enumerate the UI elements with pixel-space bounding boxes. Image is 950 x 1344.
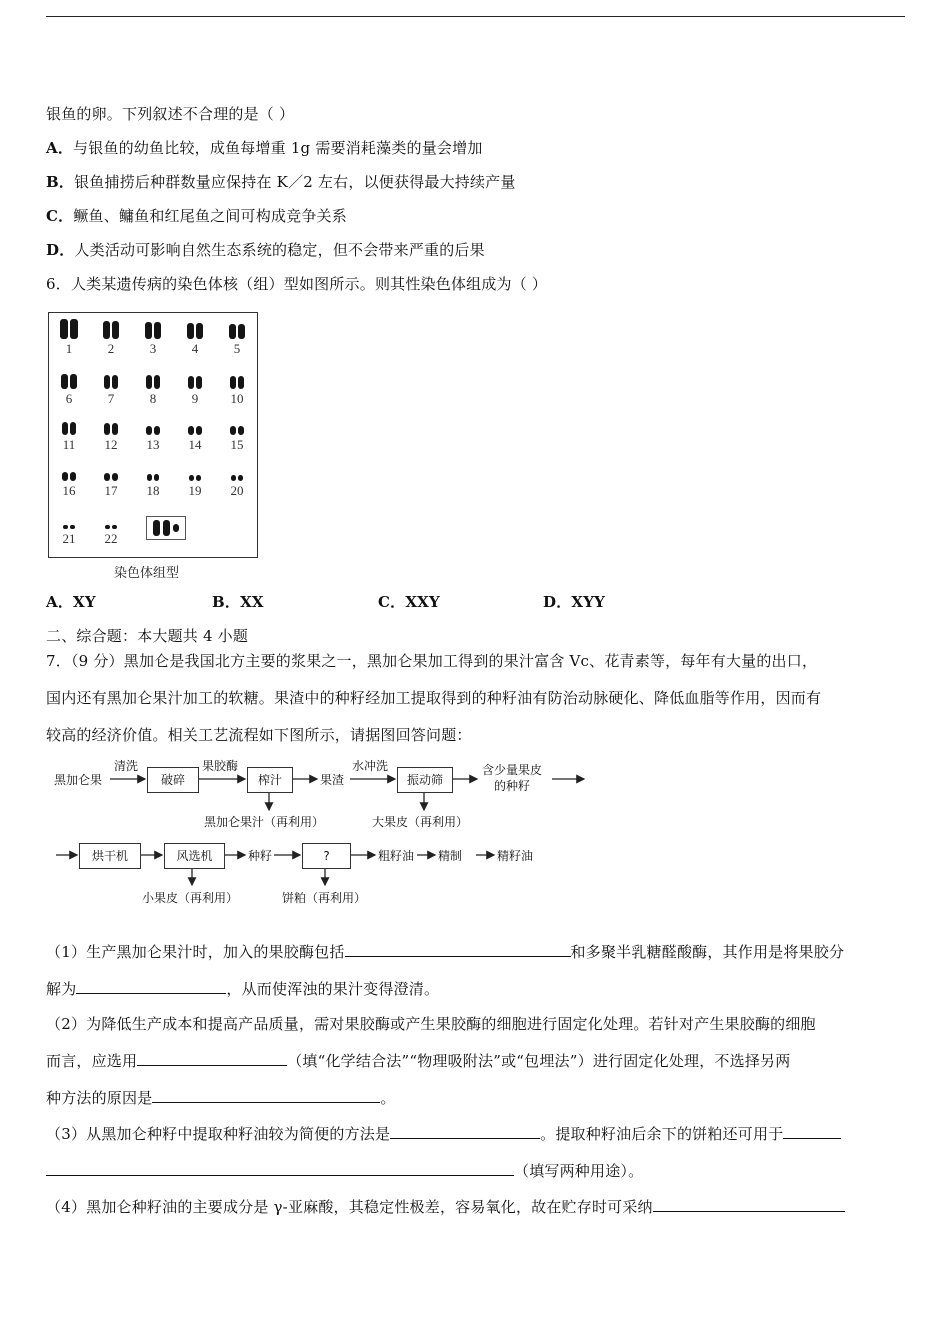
q7-stem-line-2: 国内还有黑加仑果汁加工的软糖。果渣中的种籽经加工提取得到的种籽油有防治动脉硬化、降低血脂等作用，因而有 [46, 689, 822, 707]
flow-pectinase: 果胶酶 [202, 759, 239, 773]
chromosome-pair [51, 413, 87, 453]
q6-option-b[interactable] [212, 591, 264, 612]
q7-part-2-text-d: 种方法的原因是 [46, 1089, 153, 1107]
flow-crude-oil: 粗籽油 [378, 849, 415, 863]
option-label: A． [46, 593, 74, 611]
flow-squeeze-box: 榨汁 [247, 767, 293, 793]
chromosome-shapes [135, 413, 171, 435]
flow-pomace: 果渣 [320, 773, 345, 787]
flow-refine: 精制 [438, 849, 463, 863]
option-text: XX [240, 593, 264, 611]
option-label: C． [378, 593, 406, 611]
q5-option-b[interactable] [46, 171, 516, 192]
flow-seeds: 种籽 [248, 849, 273, 863]
flow-seeds-skin-1: 含少量果皮 [482, 763, 543, 777]
answer-blank-6b[interactable] [46, 1161, 514, 1176]
q7-part-1-line-2 [46, 978, 439, 999]
sex-chromosome-box [146, 516, 186, 540]
q7-part-2-text-b: 而言，应选用 [46, 1052, 138, 1070]
chromosome-shapes [51, 413, 87, 435]
chromosome-pair [135, 317, 171, 357]
q7-part-1-text-a: （1）生产黑加仑果汁时，加入的果胶酶包括 [46, 943, 345, 961]
chromosome-number: 7 [107, 391, 115, 406]
option-label: D． [46, 241, 75, 259]
chromosome-number: 11 [62, 437, 76, 452]
section-title: 二、综合题：本大题共 4 小题 [46, 627, 249, 645]
q6-option-a[interactable] [46, 591, 96, 612]
karyotype-figure [48, 312, 258, 558]
option-text: 鳜鱼、鳙鱼和红尾鱼之间可构成竞争关系 [73, 207, 347, 225]
chromosome-number: 5 [233, 341, 241, 356]
q7-part-2-line-1: （2）为降低生产成本和提高产品质量，需对果胶酶或产生果胶酶的细胞进行固定化处理。若针对产生果胶酶的细胞 [46, 1015, 816, 1033]
option-text: XY [73, 593, 96, 611]
chromosome-pair [93, 367, 129, 407]
chromosome-pair [93, 459, 129, 499]
chromosome-number: 6 [65, 391, 73, 406]
chromosome-number: 22 [104, 531, 118, 546]
chromosome-number: 19 [188, 483, 202, 498]
q7-part-3-text-c: （填写两种用途）。 [514, 1162, 644, 1180]
chromosome-shapes [177, 413, 213, 435]
answer-blank-3[interactable] [137, 1051, 287, 1066]
q6-option-d[interactable] [543, 591, 605, 612]
chromosome-pair [135, 413, 171, 453]
q7-part-3-line-1 [46, 1123, 841, 1144]
chromosome-number: 16 [62, 483, 76, 498]
answer-blank-1[interactable] [345, 942, 571, 957]
answer-blank-6a[interactable] [783, 1124, 841, 1139]
chromosome-shapes [177, 459, 213, 481]
chromosome-pair [177, 413, 213, 453]
chromosome-shapes [219, 317, 255, 339]
option-text: 与银鱼的幼鱼比较，成鱼每增重 1g 需要消耗藻类的量会增加 [73, 139, 483, 157]
chromosome-number: 9 [191, 391, 199, 406]
q5-stem: 银鱼的卵。下列叙述不合理的是（ ） [46, 105, 295, 123]
chromosome-shapes [219, 413, 255, 435]
answer-blank-2[interactable] [76, 979, 226, 994]
chromosome-pair [177, 459, 213, 499]
chromosome-number: 2 [107, 341, 115, 356]
q5-option-c[interactable] [46, 205, 347, 226]
chromosome-shapes [51, 507, 87, 529]
flow-small-skin-reuse: 小果皮（再利用） [142, 891, 239, 905]
chromosome-pair [135, 459, 171, 499]
process-flow-diagram [52, 755, 612, 915]
chromosome-shapes [51, 317, 87, 339]
flow-refined-oil: 精籽油 [497, 849, 534, 863]
q7-part-1-text-b: 和多聚半乳糖醛酸酶，其作用是将果胶分 [570, 943, 845, 961]
answer-blank-7[interactable] [653, 1197, 845, 1212]
option-label: B． [46, 173, 75, 191]
option-text: 银鱼捕捞后种群数量应保持在 K／2 左右，以便获得最大持续产量 [74, 173, 516, 191]
chromosome-number: 17 [104, 483, 118, 498]
chromosome-shapes [177, 367, 213, 389]
chromosome-pair [219, 459, 255, 499]
q7-part-2-text-c: （填“化学结合法”“物理吸附法”或“包埋法”）进行固定化处理，不选择另两 [287, 1052, 791, 1070]
answer-blank-4[interactable] [152, 1088, 380, 1103]
chromosome-number: 8 [149, 391, 157, 406]
flow-sieve-box: 振动筛 [397, 767, 453, 793]
option-label: C． [46, 207, 74, 225]
option-label: D． [543, 593, 572, 611]
q7-part-3-text-a: （3）从黑加仑种籽中提取种籽油较为简便的方法是 [46, 1125, 391, 1143]
chromosome-pair [219, 367, 255, 407]
chromosome-number: 10 [230, 391, 244, 406]
option-text: XXY [405, 593, 440, 611]
chromosome-number: 1 [65, 341, 73, 356]
chromosome-shapes [219, 367, 255, 389]
chromosome-pair [51, 367, 87, 407]
option-label: A． [46, 139, 74, 157]
q7-part-4-line-1 [46, 1196, 845, 1217]
q6-stem: 6．人类某遗传病的染色体核（组）型如图所示。则其性染色体组成为（ ） [46, 275, 548, 293]
q7-part-1-text-d: ，从而使浑浊的果汁变得澄清。 [226, 980, 440, 998]
chromosome-shapes [177, 317, 213, 339]
q7-part-1-line-1 [46, 941, 844, 962]
q7-part-1-text-c: 解为 [46, 980, 77, 998]
chromosome-pair [51, 459, 87, 499]
flow-dryer-box: 烘干机 [79, 843, 141, 869]
chromosome-number: 18 [146, 483, 160, 498]
chromosome-number: 15 [230, 437, 244, 452]
chromosome-shapes [219, 459, 255, 481]
q7-part-3-line-2 [46, 1160, 643, 1181]
q7-stem-line-3: 较高的经济价值。相关工艺流程如下图所示，请据图回答问题： [46, 726, 472, 744]
chromosome-pair [219, 413, 255, 453]
chromosome-number: 20 [230, 483, 244, 498]
q7-stem-line-1: 7．（9 分）黑加仑是我国北方主要的浆果之一，黑加仑果加工得到的果汁富含 Vc、花青素等，每年有大量的出口， [46, 652, 818, 670]
chromosome-shapes [93, 413, 129, 435]
answer-blank-5[interactable] [390, 1124, 540, 1139]
flow-cake-reuse: 饼粕（再利用） [282, 891, 367, 905]
chromosome-pair [177, 317, 213, 357]
header-rule [46, 16, 905, 17]
chromosome-number: 14 [188, 437, 202, 452]
chromosome-pair [135, 367, 171, 407]
flow-crush-box: 破碎 [147, 767, 199, 793]
chromosome-number: 4 [191, 341, 199, 356]
chromosome-shapes [135, 459, 171, 481]
chromosome-pair [93, 507, 129, 547]
flow-seeds-skin-2: 的种籽 [494, 779, 531, 793]
q7-part-4-text-a: （4）黑加仑种籽油的主要成分是 γ-亚麻酸，其稳定性极差，容易氧化，故在贮存时可采纳 [46, 1198, 653, 1216]
chromosome-pair [93, 317, 129, 357]
chromosome-pair [51, 317, 87, 357]
q7-part-2-text-e: 。 [380, 1089, 396, 1107]
q6-option-c[interactable] [378, 591, 440, 612]
q7-part-2-line-3 [46, 1087, 396, 1108]
flow-winnower-box: 风选机 [164, 843, 225, 869]
q7-part-2-line-2 [46, 1050, 790, 1071]
flow-unknown-box: ? [302, 843, 351, 869]
chromosome-shapes [135, 317, 171, 339]
q5-option-a[interactable] [46, 137, 483, 158]
chromosome-pair [93, 413, 129, 453]
flow-water-wash: 水冲洗 [352, 759, 389, 773]
chromosome-shapes [93, 317, 129, 339]
chromosome-pair [177, 367, 213, 407]
chromosome-shapes [93, 507, 129, 529]
chromosome-shapes [93, 367, 129, 389]
chromosome-number: 12 [104, 437, 118, 452]
chromosome-number: 13 [146, 437, 160, 452]
chromosome-shapes [93, 459, 129, 481]
chromosome-shapes [135, 367, 171, 389]
flow-start: 黑加仑果 [54, 773, 103, 787]
chromosome-pair [219, 317, 255, 357]
option-text: XYY [571, 593, 606, 611]
chromosome-number: 21 [62, 531, 76, 546]
chromosome-shapes [51, 459, 87, 481]
chromosome-number: 3 [149, 341, 157, 356]
q5-option-d[interactable] [46, 239, 485, 260]
karyotype-caption: 染色体组型 [114, 566, 180, 581]
flow-wash: 清洗 [114, 759, 139, 773]
q7-part-3-text-b: 。提取种籽油后余下的饼粕还可用于 [540, 1125, 784, 1143]
chromosome-shapes [51, 367, 87, 389]
flow-big-skin-reuse: 大果皮（再利用） [372, 815, 469, 829]
flow-juice-reuse: 黑加仑果汁（再利用） [204, 815, 325, 829]
option-label: B． [212, 593, 241, 611]
option-text: 人类活动可影响自然生态系统的稳定，但不会带来严重的后果 [74, 241, 485, 259]
chromosome-pair [51, 507, 87, 547]
